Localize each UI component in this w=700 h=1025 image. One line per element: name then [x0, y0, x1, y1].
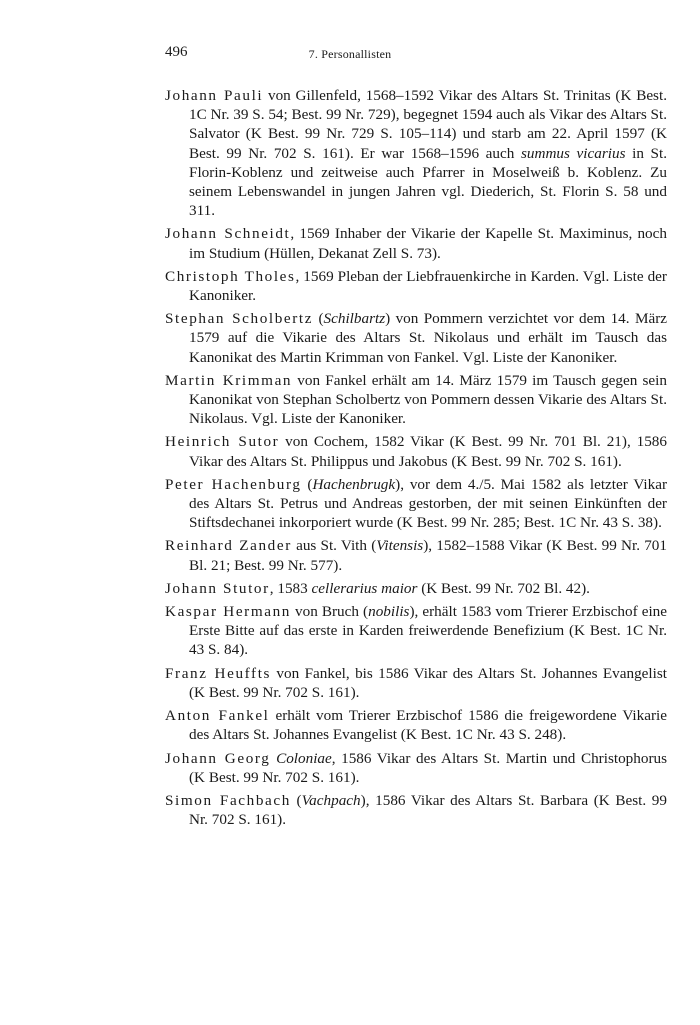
entry-name: Johann Pauli: [165, 87, 264, 104]
list-item: [165, 791, 667, 829]
entry-name: Johann Stutor: [165, 579, 270, 597]
entry-name: Kaspar Hermann: [165, 603, 291, 621]
page-number: 496: [165, 44, 188, 60]
list-item: [165, 224, 667, 262]
entry-text: von Cochem, 1582 Vikar (K Best. 99 Nr. 701 Bl. 21), 1586 Vikar des Altars St. Philippus und Jakobus (K Best. 99 Nr. 702 S. 161).: [189, 433, 667, 470]
entry-latin-term: cellerarius maior: [311, 579, 418, 597]
entry-name: Simon Fachbach: [165, 791, 291, 809]
entry-text: ) von Pommern verzichtet vor dem 14. März 1579 auf die Vikarie des Altars St. Nikolaus und erhält im Tausch das Kanonikat des Martin Krimman von Fankel. Vgl. Liste der Kanoniker.: [189, 310, 667, 366]
entry-name: Johann Georg: [165, 749, 271, 767]
entry-text: , 1586 Vikar des Altars St. Martin und Christophorus (K Best. 99 Nr. 702 S. 161).: [189, 749, 668, 786]
entry-text: ), vor dem 4./5. Mai 1582 als letzter Vikar des Altars St. Petrus und Andreas gestorben, der mit seinen Einkünften der Stiftsdechanei inkorporiert wurde (K Best. 99 Nr. 285; Best. 1C Nr. 43 S. 38).: [189, 475, 668, 532]
list-item: [165, 749, 667, 787]
entry-name: Johann Schneidt: [165, 225, 291, 243]
entry-name: Christoph Tholes: [165, 267, 296, 285]
entry-text: aus St. Vith (: [291, 537, 377, 555]
entry-text: erhält vom Trierer Erzbischof 1586 die freigewordene Vikarie des Altars St. Johannes Evangelist (K Best. 1C Nr. 43 S. 248).: [189, 707, 667, 744]
entry-text: von Fankel, bis 1586 Vikar des Altars St. Johannes Evangelist (K Best. 99 Nr. 702 S. 161).: [189, 664, 667, 701]
entry-text: ), erhält 1583 vom Trierer Erzbischof eine Erste Bitte auf das erste in Karden freiwerdende Benefizium (K Best. 1C Nr. 43 S. 84).: [189, 603, 668, 659]
list-item: [165, 664, 667, 702]
entry-latin-term: Schilbartz: [323, 310, 386, 328]
list-item: [165, 579, 667, 598]
entry-name: Anton Fankel: [165, 707, 270, 725]
entry-list: [165, 86, 667, 833]
entry-text: von Bruch (: [290, 603, 369, 621]
running-head: 7. Personallisten: [308, 47, 392, 61]
entry-text: (: [290, 791, 302, 809]
list-item: [165, 475, 667, 533]
entry-text: , 1569 Pleban der Liebfrauenkirche in Karden. Vgl. Liste der Kanoniker.: [189, 267, 667, 305]
entry-text: von Gillenfeld, 1568–1592 Vikar des Altars St. Trinitas (K Best. 1C Nr. 39 S. 54; Best. 99 Nr. 729), begegnet 1594 auch als Vikar des Altars St. Salvator (K Best. 99 Nr. 729 S. 105–114) und starb am 22. April 1597 (K Best. 99 Nr. 702 S. 161). Er war 1568–1596 auch: [189, 87, 668, 162]
entry-name: Franz Heuffts: [165, 664, 272, 682]
entry-name: Stephan Scholbertz: [165, 310, 314, 328]
list-item: [165, 536, 667, 574]
entry-text: , 1583: [269, 579, 312, 597]
entry-latin-term: Vachpach: [301, 791, 361, 809]
entry-text: von Fankel erhält am 14. März 1579 im Tausch gegen sein Kanonikat von Stephan Scholbertz von Pommern dessen Vikarie des Altars St. Nikolaus. Vgl. Liste der Kanoniker.: [189, 371, 667, 428]
entry-text: in St. Florin-Koblenz und zeitweise auch Pfarrer in Moselweiß b. Koblenz. Zu seinem Lebenswandel in jungen Jahren vgl. Diederich, St. Florin S. 58 und 311.: [189, 144, 668, 220]
list-item: [165, 706, 667, 744]
entry-latin-term: nobilis: [368, 603, 410, 621]
entry-text: (K Best. 99 Nr. 702 Bl. 42).: [417, 579, 590, 597]
entry-name: Reinhard Zander: [165, 537, 292, 555]
entry-latin-term: summus vicarius: [520, 144, 626, 162]
list-item: [165, 602, 667, 660]
list-item: [165, 267, 667, 305]
entry-name: Martin Krimman: [165, 371, 293, 389]
entry-name: Peter Hachenburg: [165, 475, 302, 493]
list-item: [165, 86, 667, 220]
entry-latin-term: Vitensis: [376, 537, 424, 555]
entry-text: ), 1586 Vikar des Altars St. Barbara (K Best. 99 Nr. 702 S. 161).: [189, 791, 667, 829]
entry-name: Heinrich Sutor: [165, 433, 280, 451]
entry-latin-term: Hachenbrugk: [312, 475, 396, 493]
list-item: [165, 309, 667, 367]
list-item: [165, 371, 667, 429]
entry-text: ), 1582–1588 Vikar (K Best. 99 Nr. 701 Bl. 21; Best. 99 Nr. 577).: [189, 537, 667, 574]
entry-text: (: [313, 310, 324, 328]
list-item: [165, 432, 667, 470]
entry-text: (: [301, 475, 313, 493]
entry-latin-term: Coloniae: [276, 749, 332, 767]
entry-text: , 1569 Inhaber der Vikarie der Kapelle St. Maximinus, noch im Studium (Hüllen, Dekanat Zell S. 73).: [189, 225, 667, 262]
